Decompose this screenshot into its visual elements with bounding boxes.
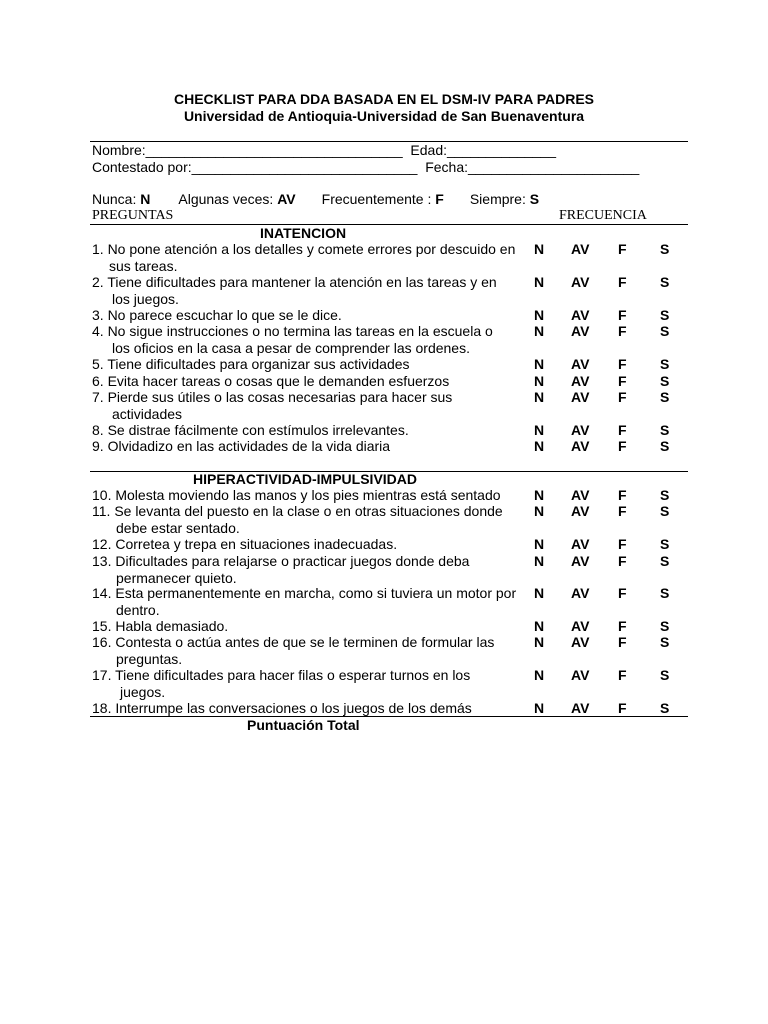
answer-option-s[interactable]: S [660,585,670,601]
question-text: 13. Dificultades para relajarse o practicar juegos donde deba [92,553,470,569]
legend [92,191,539,207]
question-item [92,700,522,717]
question-text-continuation: los oficios en la casa a pesar de comprender las ordenes. [112,339,470,356]
answer-option-n[interactable]: N [534,438,545,454]
answer-option-n[interactable]: N [534,585,545,601]
question-text-continuation: debe estar sentado. [116,519,240,536]
age-field: Edad:______________ [410,142,556,158]
answered-by-field: Contestado por:_____________________________ [92,159,418,175]
answer-option-av[interactable]: AV [571,536,590,552]
answer-option-s[interactable]: S [660,438,670,454]
answer-option-f[interactable]: F [618,373,627,389]
name-age-line [92,142,556,158]
answer-option-f[interactable]: F [618,503,627,519]
answer-option-av[interactable]: AV [571,422,590,438]
question-text: 10. Molesta moviendo las manos y los pies mientras está sentado [92,487,501,503]
legend-never-label: Nunca: [92,191,141,207]
answer-option-n[interactable]: N [534,274,545,290]
answer-option-s[interactable]: S [660,356,670,372]
question-item [92,241,522,274]
questions-header: PREGUNTAS [92,208,174,223]
question-text: 15. Habla demasiado. [92,618,229,634]
answer-option-s[interactable]: S [660,241,670,257]
answer-option-av[interactable]: AV [571,503,590,519]
answer-option-av[interactable]: AV [571,307,590,323]
answer-option-n[interactable]: N [534,241,545,257]
legend-sometimes-label: Algunas veces: [178,191,278,207]
answer-option-f[interactable]: F [618,389,627,405]
question-item [92,536,522,553]
answer-option-av[interactable]: AV [571,634,590,650]
answer-option-f[interactable]: F [618,422,627,438]
answer-option-f[interactable]: F [618,553,627,569]
answer-option-n[interactable]: N [534,553,545,569]
answer-option-n[interactable]: N [534,356,545,372]
question-item [92,307,522,324]
answer-option-av[interactable]: AV [571,487,590,503]
answer-option-n[interactable]: N [534,700,545,716]
answer-option-n[interactable]: N [534,389,545,405]
question-text: 2. Tiene dificultades para mantener la atención en las tareas y en [92,274,497,290]
answer-option-av[interactable]: AV [571,323,590,339]
question-text-continuation: permanecer quieto. [116,569,237,586]
question-item [92,373,522,390]
answer-option-av[interactable]: AV [571,700,590,716]
answer-option-n[interactable]: N [534,323,545,339]
answer-option-s[interactable]: S [660,634,670,650]
answer-option-f[interactable]: F [618,585,627,601]
header-divider [90,224,688,225]
answer-option-n[interactable]: N [534,618,545,634]
question-item [92,422,522,439]
answer-option-n[interactable]: N [534,667,545,683]
answer-option-s[interactable]: S [660,422,670,438]
question-item [92,553,522,586]
question-text: 3. No parece escuchar lo que se le dice. [92,307,342,323]
question-item [92,389,522,422]
answer-option-s[interactable]: S [660,323,670,339]
answer-option-s[interactable]: S [660,373,670,389]
answer-option-s[interactable]: S [660,553,670,569]
legend-frequently-label: Frecuentemente : [321,191,436,207]
answer-option-s[interactable]: S [660,667,670,683]
question-item [92,438,522,455]
answer-option-n[interactable]: N [534,307,545,323]
question-text: 1. No pone atención a los detalles y comete errores por descuido en [92,241,516,257]
question-text: 14. Esta permanentemente en marcha, como si tuviera un motor por [92,585,517,601]
question-text-continuation: actividades [112,405,183,422]
question-item [92,585,522,618]
legend-sometimes-code: AV [277,191,296,207]
section-hyperactivity-heading: HIPERACTIVIDAD-IMPULSIVIDAD [193,471,418,487]
answer-option-f[interactable]: F [618,438,627,454]
question-text: 16. Contesta o actúa antes de que se le terminen de formular las [92,634,495,650]
answer-option-s[interactable]: S [660,618,670,634]
answer-option-f[interactable]: F [618,700,627,716]
answer-option-f[interactable]: F [618,667,627,683]
question-item [92,323,522,356]
answer-option-av[interactable]: AV [571,618,590,634]
total-score-label: Puntuación Total [247,717,360,733]
question-item [92,634,522,667]
answer-option-f[interactable]: F [618,274,627,290]
answer-option-av[interactable]: AV [571,585,590,601]
answer-option-n[interactable]: N [534,536,545,552]
answer-option-av[interactable]: AV [571,667,590,683]
question-item [92,667,522,700]
question-text: 12. Corretea y trepa en situaciones inadecuadas. [92,536,398,552]
name-field: Nombre:_________________________________ [92,142,403,158]
answer-option-f[interactable]: F [618,634,627,650]
answer-option-s[interactable]: S [660,307,670,323]
answer-option-s[interactable]: S [660,503,670,519]
answer-option-av[interactable]: AV [571,438,590,454]
answer-option-s[interactable]: S [660,389,670,405]
answer-option-f[interactable]: F [618,241,627,257]
question-item [92,274,522,307]
answer-option-s[interactable]: S [660,274,670,290]
question-item [92,356,522,373]
answer-option-n[interactable]: N [534,503,545,519]
answer-option-av[interactable]: AV [571,553,590,569]
question-text-continuation: dentro. [116,601,160,618]
answer-option-av[interactable]: AV [571,389,590,405]
question-item [92,487,522,504]
question-text: 18. Interrumpe las conversaciones o los juegos de los demás [92,700,472,716]
answer-option-f[interactable]: F [618,323,627,339]
legend-always-code: S [529,191,540,207]
document-subtitle: Universidad de Antioquia-Universidad de San Buenaventura [183,108,585,124]
answer-option-s[interactable]: S [660,700,670,716]
answer-option-av[interactable]: AV [571,274,590,290]
question-item [92,618,522,635]
question-text: 9. Olvidadizo en las actividades de la vida diaria [92,438,391,454]
legend-frequently-code: F [435,191,444,207]
legend-never-code: N [140,191,151,207]
question-text-continuation: los juegos. [112,290,179,307]
answer-option-av[interactable]: AV [571,241,590,257]
answer-option-f[interactable]: F [618,487,627,503]
question-item [92,503,522,536]
document-title: CHECKLIST PARA DDA BASADA EN EL DSM-IV PARA PADRES [173,91,595,107]
question-text-continuation: juegos. [120,683,166,700]
question-text: 11. Se levanta del puesto en la clase o en otras situaciones donde [92,503,503,519]
answer-option-s[interactable]: S [660,487,670,503]
answer-option-f[interactable]: F [618,536,627,552]
answer-option-av[interactable]: AV [571,356,590,372]
section-inattention-heading: INATENCION [260,225,347,241]
answer-option-f[interactable]: F [618,307,627,323]
answered-date-line [92,159,639,175]
frequency-header: FRECUENCIA [559,208,647,223]
bottom-divider [90,716,688,717]
question-text: 17. Tiene dificultades para hacer filas o esperar turnos en los [92,667,471,683]
date-field: Fecha:______________________ [425,159,640,175]
question-text-continuation: preguntas. [116,650,183,667]
answer-option-av[interactable]: AV [571,373,590,389]
question-text: 4. No sigue instrucciones o no termina las tareas en la escuela o [92,323,493,339]
question-text: 6. Evita hacer tareas o cosas que le demanden esfuerzos [92,373,450,389]
answer-option-f[interactable]: F [618,618,627,634]
answer-option-n[interactable]: N [534,422,545,438]
question-text-continuation: sus tareas. [109,257,178,274]
answer-option-n[interactable]: N [534,634,545,650]
answer-option-n[interactable]: N [534,487,545,503]
answer-option-s[interactable]: S [660,536,670,552]
question-text: 7. Pierde sus útiles o las cosas necesarias para hacer sus [92,389,453,405]
question-text: 5. Tiene dificultades para organizar sus actividades [92,356,410,372]
legend-always-label: Siempre: [469,191,530,207]
answer-option-f[interactable]: F [618,356,627,372]
answer-option-n[interactable]: N [534,373,545,389]
question-text: 8. Se distrae fácilmente con estímulos irrelevantes. [92,422,409,438]
